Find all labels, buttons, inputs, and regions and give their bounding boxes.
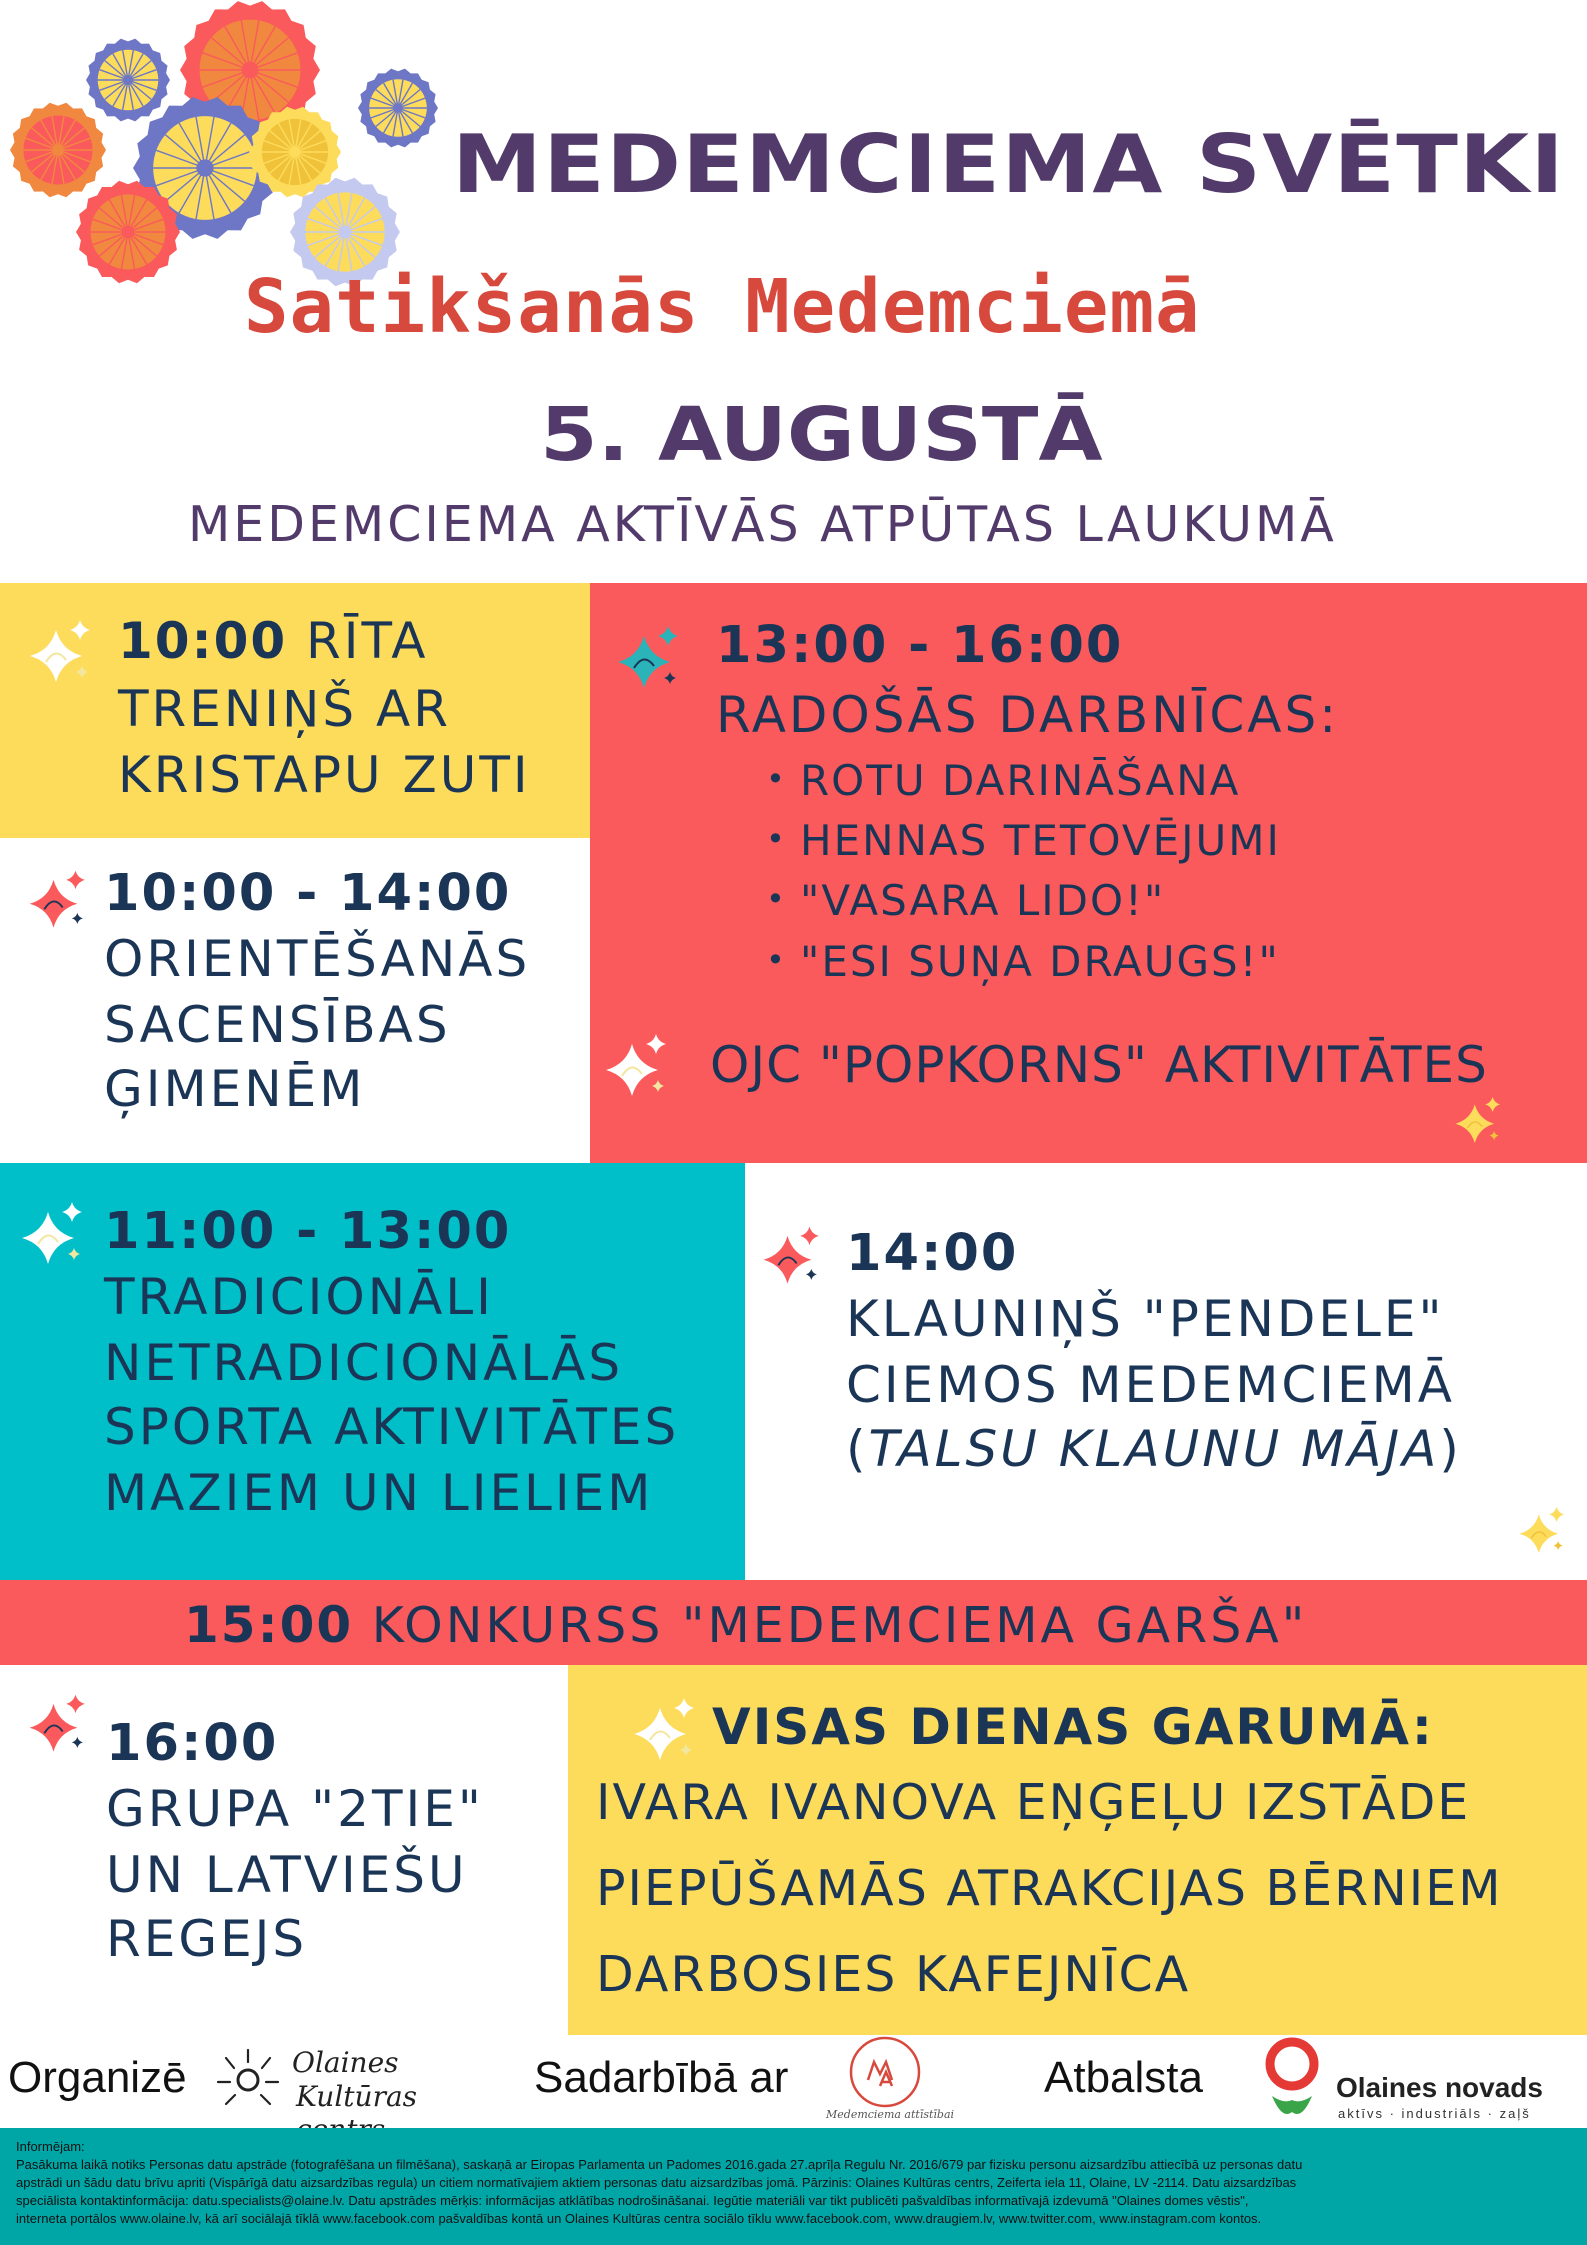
event-description-line: TRENIŅŠ AR xyxy=(118,680,452,738)
event-time: 10:00 xyxy=(118,612,288,670)
event-description-line: UN LATVIEŠU xyxy=(106,1846,468,1904)
event-description-line: SACENSĪBAS xyxy=(104,996,451,1054)
event-date: 5. AUGUSTĀ xyxy=(540,392,1103,478)
workshops-heading: RADOŠĀS DARBNĪCAS: xyxy=(716,686,1340,744)
event-time: 15:00 xyxy=(184,1596,354,1654)
ojc-activities: OJC "POPKORNS" AKTIVITĀTES xyxy=(710,1036,1488,1094)
contest-title: KONKURSS "MEDEMCIEMA GARŠA" xyxy=(353,1597,1308,1654)
event-description-line: KLAUNIŅŠ "PENDELE" xyxy=(846,1290,1445,1348)
privacy-notice-line: Pasākuma laikā notiks Personas datu apstrāde (fotografēšana un filmēšana), saskaņā ar Eiropas Parlamenta un Padomes 2016.gada 27.aprīļa Regulu Nr. 2016/679 par fizisku personu aizsardzību attiecībā uz personas datu xyxy=(16,2157,1303,2172)
privacy-notice-heading: Informējam: xyxy=(16,2139,85,2154)
confetti-star-icon xyxy=(26,866,92,936)
flower-icon xyxy=(1260,2034,1324,2124)
partner-logo xyxy=(820,2032,955,2124)
sparkle-icon xyxy=(1516,1504,1566,1556)
partner-caption: Medemciema attīstībai xyxy=(826,2108,955,2121)
event-time: 11:00 - 13:00 xyxy=(104,1202,512,1261)
event-location: MEDEMCIEMA AKTĪVĀS ATPŪTAS LAUKUMĀ xyxy=(188,496,1337,553)
confetti-star-icon xyxy=(760,1222,826,1292)
event-time: 14:00 xyxy=(846,1224,1019,1283)
sparkle-icon xyxy=(630,1694,696,1764)
support-label: Atbalsta xyxy=(1044,2053,1203,2102)
confetti-star-icon xyxy=(26,1690,92,1760)
event-time: 13:00 - 16:00 xyxy=(716,616,1124,675)
event-description-line: NETRADICIONĀLĀS xyxy=(104,1334,624,1392)
okc-logo xyxy=(214,2040,514,2116)
all-day-heading: VISAS DIENAS GARUMĀ: xyxy=(712,1698,1434,1756)
olaine-novads-logo xyxy=(1260,2034,1560,2124)
privacy-notice-line: interneta portālos www.olaine.lv, kā arī sociālajā tīklā www.facebook.com pašvaldības kontā un Olaines Kultūras centra sociālo tīklu www.facebook.com, www.draugiem.lv, www.twitter.com, www.instagram.com kontos. xyxy=(16,2211,1262,2226)
event-description-line: TRADICIONĀLI xyxy=(104,1268,494,1326)
event-description-line: SPORTA AKTIVITĀTES xyxy=(104,1398,680,1456)
workshop-list-item: • "VASARA LIDO!" xyxy=(800,876,1165,925)
event-subtitle: Satikšanās Medemciemā xyxy=(244,264,1201,350)
paren-open: ( xyxy=(846,1420,869,1478)
all-day-item: PIEPŪŠAMĀS ATRAKCIJAS BĒRNIEM xyxy=(596,1860,1503,1917)
organize-label: Organizē xyxy=(8,2053,187,2102)
event-description-line: REGEJS xyxy=(106,1910,308,1968)
privacy-notice-line: speciālista kontaktinformācija: datu.specialists@olaine.lv. Datu apstrādes mērķis: informācijas atklātības nodrošināšanai. Iegūtie materiāli var tikt publicēti pašvaldības informatīvajā izdevumā "Olaines domes vēstis", xyxy=(16,2193,1249,2208)
event-description-line: KRISTAPU ZUTI xyxy=(118,746,531,804)
sparkle-icon xyxy=(18,1198,84,1268)
event-description-line: ĢIMENĒM xyxy=(104,1060,366,1118)
event-time-suffix: RĪTA xyxy=(287,612,429,670)
novads-name: Olaines novads xyxy=(1336,2072,1543,2103)
sparkle-icon xyxy=(1452,1094,1502,1146)
workshop-list-item: • ROTU DARINĀŠANA xyxy=(800,756,1240,805)
all-day-item: DARBOSIES KAFEJNĪCA xyxy=(596,1946,1191,2003)
event-description-line: ORIENTĒŠANĀS xyxy=(104,930,531,988)
workshop-list-item: • "ESI SUŅA DRAUGS!" xyxy=(800,937,1280,986)
ma-monogram-icon xyxy=(820,2032,950,2112)
sparkle-icon xyxy=(26,616,92,686)
event-title: MEDEMCIEMA SVĒTKI xyxy=(452,118,1565,211)
event-description-line: CIEMOS MEDEMCIEMĀ xyxy=(846,1356,1455,1414)
event-time: 16:00 xyxy=(106,1714,279,1773)
paper-fan-decoration xyxy=(0,0,460,290)
paren-close: ) xyxy=(1439,1420,1462,1478)
okc-name-line2: Kultūras xyxy=(296,2080,418,2113)
event-description-line: MAZIEM UN LIELIEM xyxy=(104,1464,654,1522)
workshop-list-item: • HENNAS TETOVĒJUMI xyxy=(800,816,1281,865)
paper-fan xyxy=(86,39,170,122)
okc-name-line1: Olaines xyxy=(292,2046,399,2079)
all-day-item: IVARA IVANOVA EŅĢEĻU IZSTĀDE xyxy=(596,1774,1471,1831)
event-time: 10:00 - 14:00 xyxy=(104,864,512,923)
partner-label: Sadarbībā ar xyxy=(534,2053,789,2102)
novads-tagline: aktīvs · industriāls · zaļš xyxy=(1338,2106,1531,2121)
sparkle-icon xyxy=(602,1030,668,1100)
clown-house-name: TALSU KLAUNU MĀJA xyxy=(868,1420,1440,1478)
paper-fan xyxy=(358,69,438,148)
event-description-line: GRUPA "2TIE" xyxy=(106,1780,484,1838)
confetti-star-icon xyxy=(614,622,686,696)
paper-fan xyxy=(10,103,106,198)
okc-sun-icon xyxy=(214,2040,284,2116)
privacy-notice-line: apstrādi un šādu datu brīvu apriti (Vispārīgā datu aizsardzības regula) un citiem normatīvajiem aktiem personas datu aizsardzības jomā. Pārzinis: Olaines Kultūras centrs, Zeiferta iela 11, Olaine, LV -2114. Datu aizsardzības xyxy=(16,2175,1297,2190)
